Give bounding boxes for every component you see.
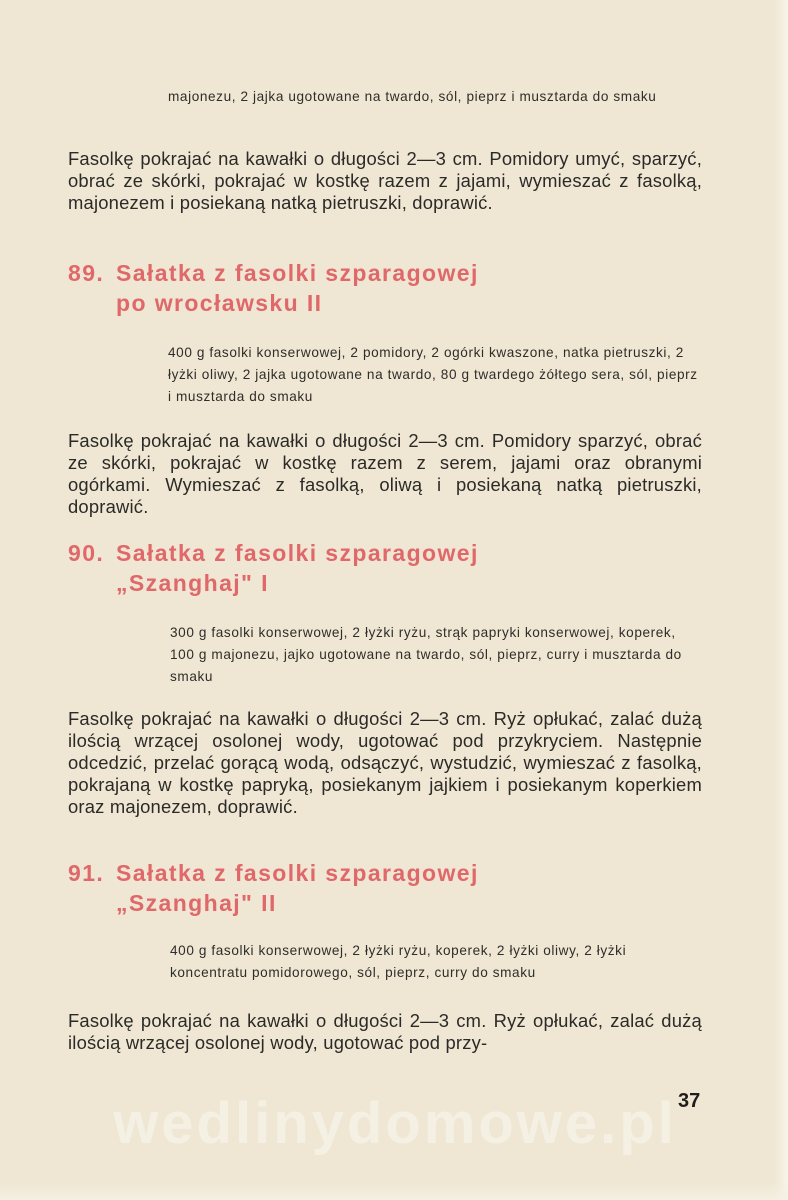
page-edge-right bbox=[774, 0, 788, 1200]
recipe-91-heading bbox=[68, 858, 479, 918]
recipe-89-method: Fasolkę pokrajać na kawałki o długości 2—3 cm. Pomidory sparzyć, obrać ze skórki, pokrajać w kostkę razem z serem, jajami oraz obranymi ogórkami. Wymieszać z fasolką, oliwą i posiekaną natką pietruszki, doprawić. bbox=[68, 430, 702, 517]
recipe-title-line1: Sałatka z fasolki szparagowej bbox=[116, 260, 479, 286]
recipe-title-line2: po wrocławsku II bbox=[116, 290, 323, 316]
recipe-title-line2: „Szanghaj" I bbox=[116, 570, 269, 596]
recipe-91-ingredients: 400 g fasolki konserwowej, 2 łyżki ryżu, koperek, 2 łyżki oliwy, 2 łyżki koncentratu pomidorowego, sól, pieprz, curry do smaku bbox=[170, 943, 627, 980]
page-edge-bottom bbox=[0, 1182, 788, 1200]
recipe-title-line1: Sałatka z fasolki szparagowej bbox=[116, 540, 479, 566]
recipe-number: 89. bbox=[68, 260, 105, 286]
intro-ingredients: majonezu, 2 jajka ugotowane na twardo, sól, pieprz i musztarda do smaku bbox=[168, 89, 657, 104]
recipe-91-method: Fasolkę pokrajać na kawałki o długości 2—3 cm. Ryż opłukać, zalać dużą ilością wrzącej osolonej wody, ugotować pod przy- bbox=[68, 1010, 702, 1053]
recipe-title-line2: „Szanghaj" II bbox=[116, 890, 277, 916]
recipe-number: 90. bbox=[68, 540, 105, 566]
recipe-90-method: Fasolkę pokrajać na kawałki o długości 2—3 cm. Ryż opłukać, zalać dużą ilością wrzącej osolonej wody, ugotować pod przykryciem. Następnie odcedzić, przelać gorącą wodą, odsączyć, wystudzić, wymieszać z fasolką, pokrajaną w kostkę papryką, posiekanym jajkiem i posiekanym koperkiem oraz majonezem, doprawić. bbox=[68, 708, 702, 817]
intro-method: Fasolkę pokrajać na kawałki o długości 2—3 cm. Pomidory umyć, sparzyć, obrać ze skórki, pokrajać w kostkę razem z jajami, wymieszać z fasolką, majonezem i posiekaną natką pietruszki, doprawić. bbox=[68, 148, 702, 213]
watermark: wedlinydomowe.pl bbox=[113, 1091, 677, 1156]
page-number: 37 bbox=[678, 1090, 701, 1112]
recipe-89-heading bbox=[68, 258, 479, 318]
recipe-title-line1: Sałatka z fasolki szparagowej bbox=[116, 860, 479, 886]
recipe-90-ingredients: 300 g fasolki konserwowej, 2 łyżki ryżu, strąk papryki konserwowej, koperek, 100 g majonezu, jajko ugotowane na twardo, sól, pieprz, curry i musztarda do smaku bbox=[170, 625, 682, 684]
recipe-89-ingredients: 400 g fasolki konserwowej, 2 pomidory, 2 ogórki kwaszone, natka pietruszki, 2 łyżki oliwy, 2 jajka ugotowane na twardo, 80 g twardego żółtego sera, sól, pieprz i musztarda do smaku bbox=[168, 345, 698, 404]
recipe-number: 91. bbox=[68, 860, 105, 886]
recipe-90-heading bbox=[68, 538, 479, 598]
